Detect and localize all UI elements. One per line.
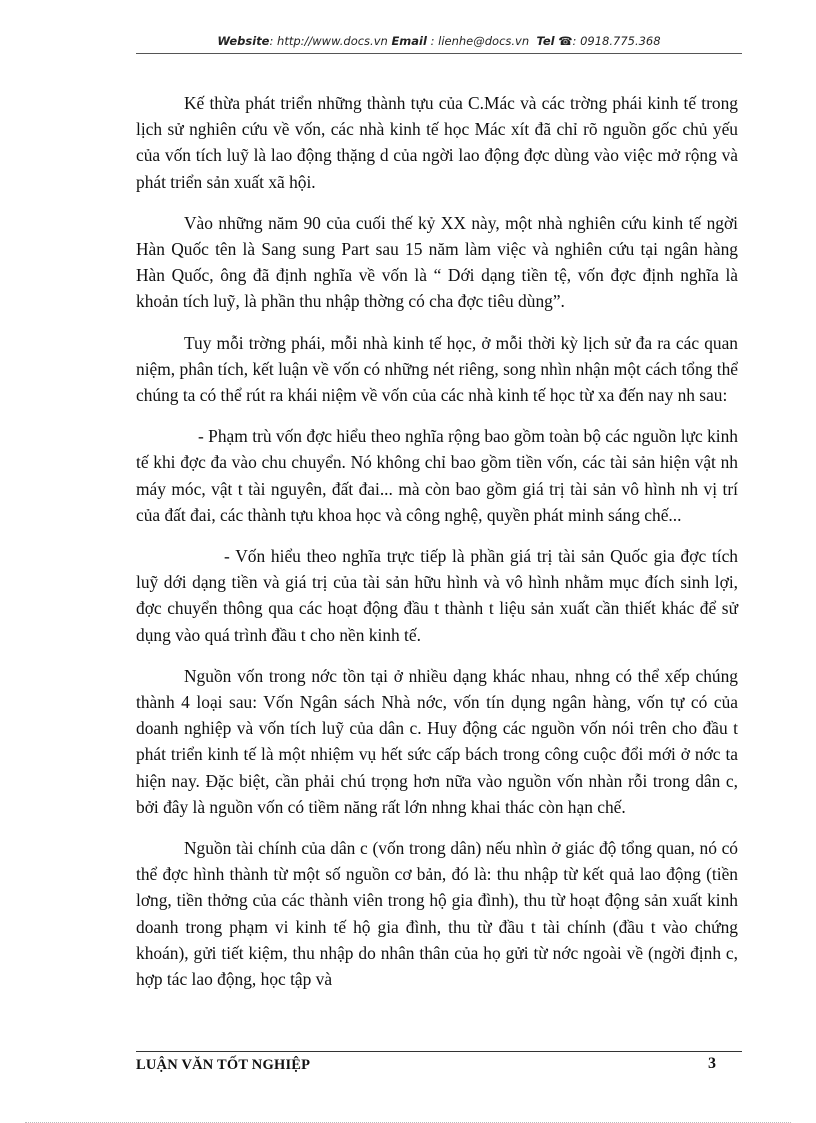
paragraph: Vào những năm 90 của cuối thế kỷ XX này, một nhà nghiên cứu kinh tế ngời Hàn Quốc tên là Sang sung Part sau 15 năm làm việc và nghiên cứu tại ngân hàng Hàn Quốc, ông đã định nghĩa về vốn là “ Dới dạng tiền tệ, vốn đợc định nghĩa là khoản tích luỹ, là phần thu nhập thờng có cha đợc tiêu dùng”. [136, 212, 738, 312]
page-header [136, 34, 742, 48]
paragraph: Nguồn tài chính của dân c (vốn trong dân) nếu nhìn ở giác độ tổng quan, nó có thể đợc hình thành từ một số nguồn cơ bản, đó là: thu nhập từ kết quả lao động (tiền lơng, tiền thởng của các thành viên trong hộ gia đình), thu từ hoạt động sản xuất kinh doanh trong phạm vi kinh tế hộ gia đình, thu từ đầu t tài chính (đầu t vào chứng khoán), gửi tiết kiệm, thu nhập do nhân thân của họ gửi từ nớc ngoài về (ngời định c, hợp tác lao động, học tập và [136, 838, 738, 990]
footer-divider [136, 1051, 742, 1052]
website-label: Website [217, 34, 270, 48]
footer-title: LUẬN VĂN TỐT NGHIỆP [136, 1057, 311, 1073]
tel-label: Tel [536, 34, 555, 48]
paragraph: Tuy mỗi trờng phái, mỗi nhà kinh tế học, ở mỗi thời kỳ lịch sử đa ra các quan niệm, phân tích, kết luận về vốn có những nét riêng, song nhìn nhận một cách tổng thể chúng ta có thể rút ra khái niệm về vốn của các nhà kinh tế học từ xa đến nay nh sau: [136, 332, 738, 406]
list-paragraph: - Vốn hiểu theo nghĩa trực tiếp là phần giá trị tài sản Quốc gia đợc tích luỹ dới dạng tiền và giá trị của tài sản hữu hình và vô hình nhằm mục đích sinh lợi, đợc chuyển thông qua các hoạt động đầu t thành t liệu sản xuất cần thiết khác để sử dụng vào quá trình đầu t cho nền kinh tế. [136, 546, 738, 645]
header-divider [136, 53, 742, 54]
website-url: : http://www.docs.vn [269, 34, 388, 48]
list-paragraph: - Phạm trù vốn đợc hiểu theo nghĩa rộng bao gồm toàn bộ các nguồn lực kinh tế khi đợc đa vào chu chuyển. Nó không chỉ bao gồm tiền vốn, các tài sản hiện vật nh máy móc, vật t tài nguyên, đất đai... mà còn bao gồm giá trị tài sản vô hình nh vị trí của đất đai, các thành tựu khoa học và công nghệ, quyền phát minh sáng chế... [136, 426, 738, 525]
tel-number: : 0918.775.368 [572, 34, 661, 48]
phone-icon: ☎ [558, 34, 573, 48]
email-address: : lienhe@docs.vn [426, 34, 530, 48]
document-body [136, 90, 738, 1007]
paragraph: Nguồn vốn trong nớc tồn tại ở nhiều dạng khác nhau, nhng có thể xếp chúng thành 4 loại sau: Vốn Ngân sách Nhà nớc, vốn tín dụng ngân hàng, vốn tự có của doanh nghiệp và vốn tích luỹ của dân c. Huy động các nguồn vốn nói trên cho đầu t phát triển kinh tế là một nhiệm vụ hết sức cấp bách trong công cuộc đổi mới ở nớc ta hiện nay. Đặc biệt, cần phải chú trọng hơn nữa vào nguồn vốn nhàn rỗi trong dân c, bởi đây là nguồn vốn có tiềm năng rất lớn nhng khai thác còn hạn chế. [136, 665, 738, 817]
email-label: Email [391, 34, 427, 48]
paragraph: Kế thừa phát triển những thành tựu của C.Mác và các trờng phái kinh tế trong lịch sử nghiên cứu về vốn, các nhà kinh tế học Mác xít đã chỉ rõ nguồn gốc chủ yếu của vốn tích luỹ là lao động thặng d của ngời lao động đợc dùng vào việc mở rộng và phát triển sản xuất xã hội. [136, 93, 738, 192]
page-number: 3 [708, 1055, 716, 1072]
